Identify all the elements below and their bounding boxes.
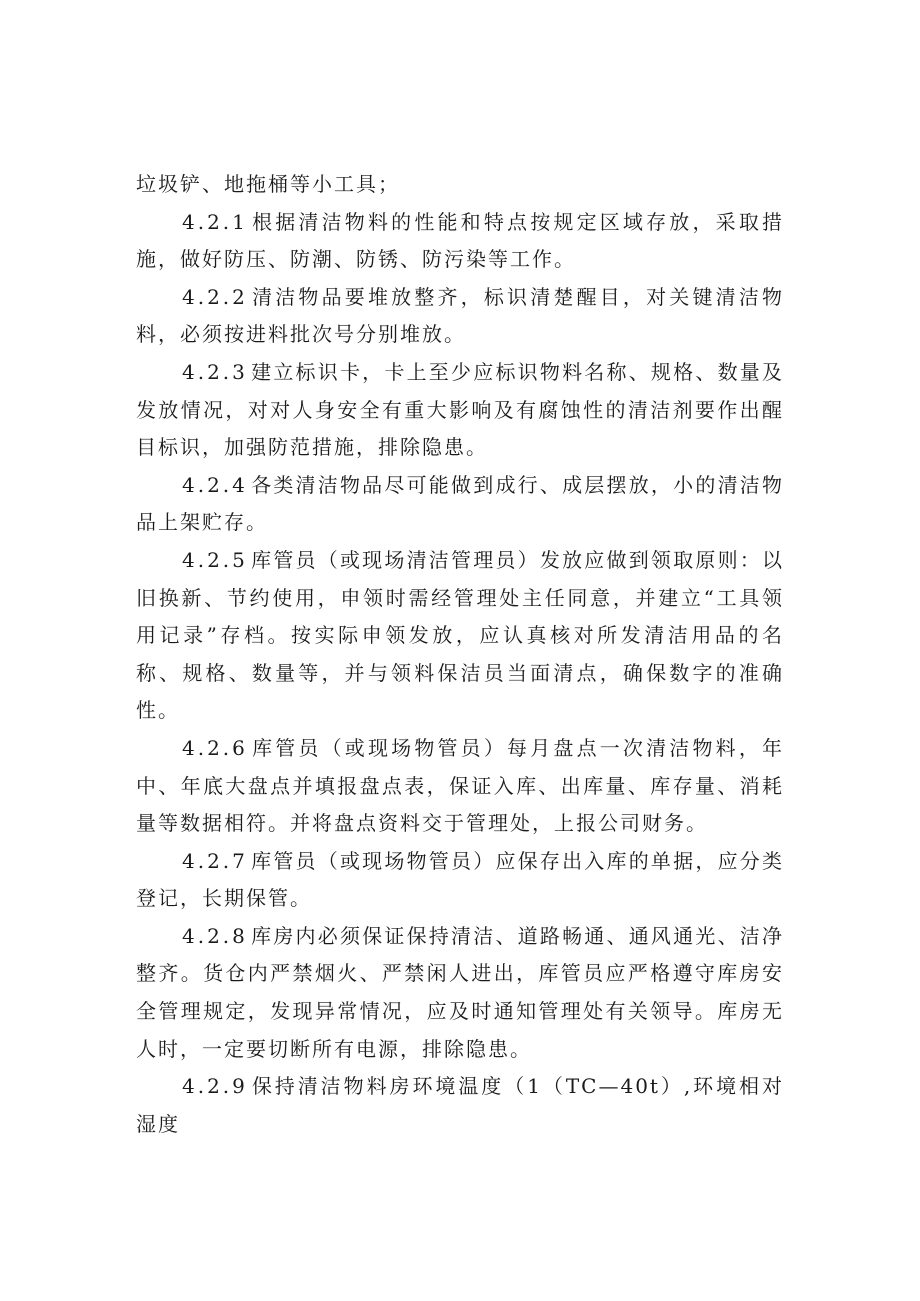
paragraph-4-2-6	[136, 730, 784, 843]
clause-number: 4.2.6	[182, 735, 248, 760]
document-body	[136, 166, 784, 1143]
paragraph-text: 根据清洁物料的性能和特点按规定区域存放，采取措施，做好防压、防潮、防锈、防污染等工作。	[136, 209, 784, 272]
paragraph-text: 清洁物品要堆放整齐，标识清楚醒目，对关键清洁物料，必须按进料批次号分别堆放。	[136, 284, 784, 347]
clause-number: 4.2.9	[182, 1074, 248, 1099]
paragraph-text: 库管员（或现场物管员）应保存出入库的单据，应分类登记，长期保管。	[136, 848, 784, 911]
paragraph-4-2-9	[136, 1068, 784, 1143]
clause-number: 4.2.1	[182, 209, 248, 234]
clause-number: 4.2.8	[182, 923, 248, 948]
clause-number: 4.2.4	[182, 472, 248, 497]
paragraph-4-2-1	[136, 204, 784, 279]
clause-number: 4.2.5	[182, 547, 248, 572]
paragraph-text: 各类清洁物品尽可能做到成行、成层摆放，小的清洁物品上架贮存。	[136, 472, 784, 535]
paragraph-text: 垃圾铲、地拖桶等小工具；	[136, 172, 400, 196]
paragraph-4-2-7	[136, 843, 784, 918]
paragraph-4-2-3	[136, 354, 784, 467]
paragraph-4-2-5	[136, 542, 784, 730]
paragraph-4-2-8	[136, 918, 784, 1068]
clause-number: 4.2.3	[182, 359, 248, 384]
paragraph-text: 库管员（或现场清洁管理员）发放应做到领取原则：以旧换新、节约使用，申领时需经管理处主任同意，并建立“工具领用记录”存档。按实际申领发放，应认真核对所发清洁用品的名称、规格、数量等，并与领料保洁员当面清点，确保数字的准确性。	[136, 547, 784, 723]
paragraph-text: 库房内必须保证保持清洁、道路畅通、通风通光、洁净整齐。货仓内严禁烟火、严禁闲人进出，库管员应严格遵守库房安全管理规定，发现异常情况，应及时通知管理处有关领导。库房无人时，一定要切断所有电源，排除隐患。	[136, 923, 784, 1061]
paragraph-4-2-4	[136, 467, 784, 542]
paragraph-text: 库管员（或现场物管员）每月盘点一次清洁物料，年中、年底大盘点并填报盘点表，保证入库、出库量、库存量、消耗量等数据相符。并将盘点资料交于管理处，上报公司财务。	[136, 735, 784, 836]
paragraph-4-2-2	[136, 279, 784, 354]
paragraph-continuation	[136, 166, 784, 204]
paragraph-text: 建立标识卡，卡上至少应标识物料名称、规格、数量及发放情况，对对人身安全有重大影响及有腐蚀性的清洁剂要作出醒目标识，加强防范措施，排除隐患。	[136, 359, 784, 460]
paragraph-text: 保持清洁物料房环境温度（1（TC—40t）,环境相对湿度	[136, 1074, 784, 1136]
clause-number: 4.2.2	[182, 284, 248, 309]
clause-number: 4.2.7	[182, 848, 248, 873]
